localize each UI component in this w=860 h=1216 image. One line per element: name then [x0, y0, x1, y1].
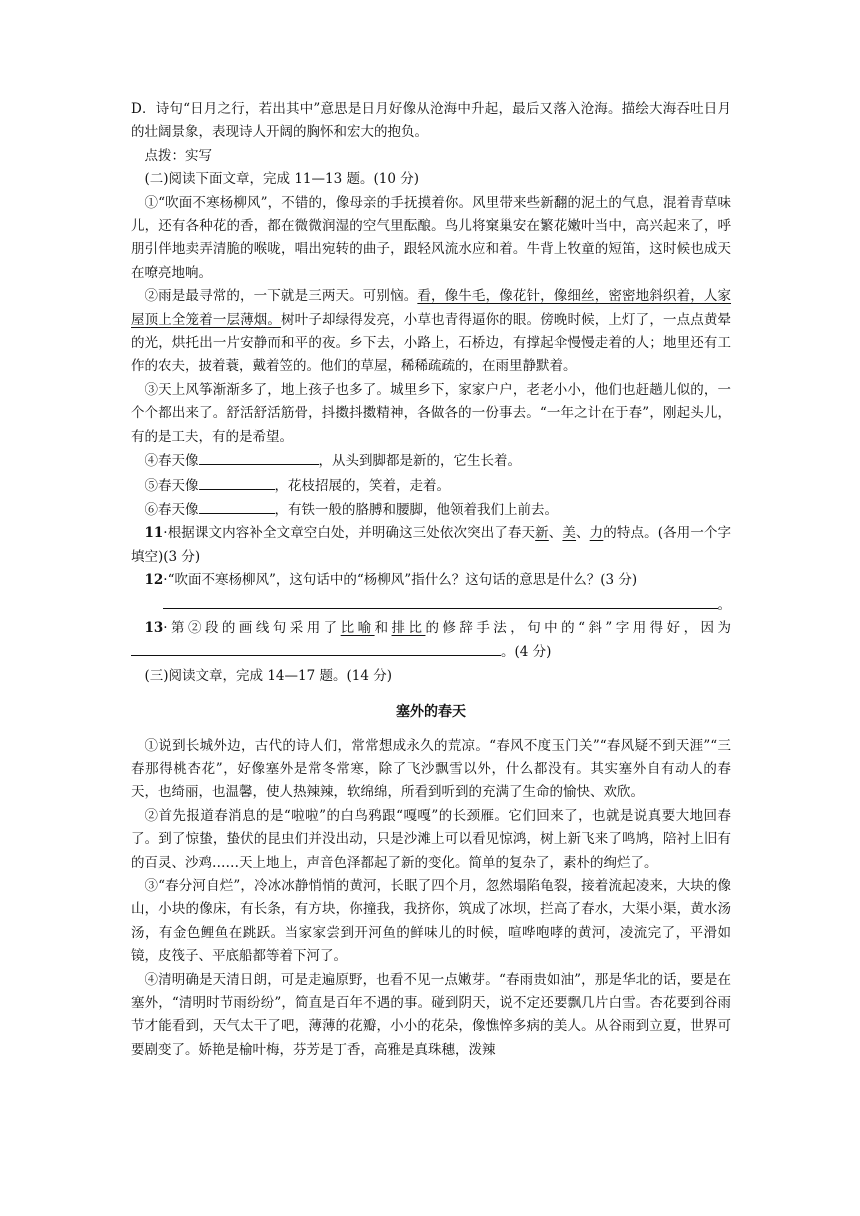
question-13-score: 。(4 分)	[501, 644, 552, 661]
fill-blank-3[interactable]	[199, 498, 275, 514]
question-11	[131, 522, 731, 569]
paragraph-3: ③天上风筝渐渐多了，地上孩子也多了。城里乡下，家家户户，老老小小，他们也赶趟儿似的，一个个都出来了。舒活舒活筋骨，抖擞抖擞精神，各做各的一份事去。“一年之计在于春”，刚起头儿，有的是工夫，有的是希望。	[131, 381, 731, 445]
fill-blank-2[interactable]	[199, 474, 275, 490]
answer-word-metaphor: 比喻	[340, 619, 375, 636]
separator: 、	[576, 525, 590, 542]
answer-blank-13[interactable]	[131, 640, 501, 656]
paragraph-6-rest: ，有铁一般的胳膊和腰脚，他领着我们上前去。	[274, 501, 558, 518]
paragraph-6	[131, 498, 731, 522]
article-paragraph-1: ①说到长城外边，古代的诗人们，常常想成永久的荒凉。“春风不度玉门关”“春风疑不到天涯”“三春那得桃杏花”，好像塞外是常冬常寒，除了飞沙飘雪以外，什么都没有。其实塞外自有动人的春天，也绮丽，也温馨，使人热辣辣，软绵绵，所看到听到的充满了生命的愉快、欢欣。	[131, 737, 731, 801]
article-paragraph-4: ④清明确是天清日朗，可是走遍原野，也看不见一点嫩芽。“春雨贵如油”，那是华北的话，要是在塞外，“清明时节雨纷纷”，简直是百年不遇的事。碰到阴天，说不定还要飘几片白雪。杏花要到谷雨节才能看到，天气太干了吧，薄薄的花瓣，小小的花朵，像憔悴多病的美人。从谷雨到立夏，世界可要剧变了。娇艳是榆叶梅，芬芳是丁香，高雅是真珠穗，泼辣	[131, 971, 731, 1058]
answer-word-new: 新	[535, 525, 549, 542]
paragraph-4-rest: ，从头到脚都是新的，它生长着。	[318, 453, 521, 470]
fill-blank-1[interactable]	[199, 449, 319, 465]
question-11-text: ·根据课文内容补全文章空白处，并明确这三处依次突出了春天	[163, 525, 536, 542]
question-12-text: ·“吹面不寒杨柳风”，这句话中的“杨柳风”指什么？这句话的意思是什么？(3 分)	[163, 572, 638, 589]
section-2-heading: (二)阅读下面文章，完成 11—13 题。(10 分)	[144, 171, 419, 188]
separator: 、	[548, 525, 563, 542]
article-title: 塞外的春天	[396, 704, 466, 721]
underlined-sentence: 看，像牛毛，像花针，像细丝，密密地斜织着，人家屋顶上全笼着一层薄烟。	[131, 288, 732, 328]
paragraph-5	[131, 474, 731, 498]
question-11-number: 11	[144, 525, 164, 542]
question-12-answer-line	[131, 593, 731, 617]
answer-blank-12[interactable]	[163, 593, 718, 609]
option-d-text: D．诗句“日月之行，若出其中”意思是日月好像从沧海中升起，最后又落入沧海。描绘大海吞吐日月的壮阔景象，表现诗人开阔的胸怀和宏大的抱负。	[131, 101, 731, 141]
question-12	[131, 569, 731, 592]
hint-text: 点拨：实写	[144, 147, 212, 164]
question-13-text: ·第②段的画线句采用了	[163, 619, 341, 636]
question-11-tail: 的特点。(各用一个字填空)(3 分)	[131, 525, 732, 565]
section-3-heading: (三)阅读文章，完成 14—17 题。(14 分)	[144, 667, 392, 684]
paragraph-6-lead: ⑥春天像	[144, 501, 199, 518]
question-13-tail: 的修辞手法，句中的“斜”字用得好，因为	[425, 619, 732, 636]
question-13	[131, 617, 731, 665]
question-12-end: 。	[717, 596, 731, 613]
question-13-number: 13	[144, 619, 164, 636]
paragraph-5-lead: ⑤春天像	[144, 477, 199, 494]
article-paragraph-3: ③“春分河自烂”，冷冰冰静悄悄的黄河，长眠了四个月，忽然塌陷龟裂，接着流起凌来，大块的像山，小块的像床，有长条，有方块，你撞我，我挤你，筑成了冰坝，拦高了春水，大渠小渠，黄水汤汤，有金色鲤鱼在跳跃。当家家尝到开河鱼的鲜味儿的时候，喧哗咆哮的黄河，凌流完了，平滑如镜，皮筏子、平底船都等着下河了。	[131, 878, 731, 965]
paragraph-2-rest: 树叶子却绿得发亮，小草也青得逼你的眼。傍晚时候，上灯了，一点点黄晕的光，烘托出一片安静而和平的夜。乡下去，小路上，石桥边，有撑起伞慢慢走着的人；地里还有工作的农夫，披着蓑，戴着笠的。他们的草屋，稀稀疏疏的，在雨里静默着。	[131, 311, 732, 375]
document-page	[131, 98, 731, 1062]
paragraph-4	[131, 449, 731, 473]
answer-word-strength: 力	[589, 525, 604, 542]
answer-word-beauty: 美	[562, 525, 577, 542]
conjunction: 和	[374, 619, 392, 636]
paragraph-2-lead: ②雨是最寻常的，一下就是三两天。可别恼。	[144, 288, 418, 305]
question-12-number: 12	[144, 572, 164, 589]
paragraph-5-rest: ，花枝招展的，笑着，走着。	[274, 477, 450, 494]
paragraph-1: ①“吹面不寒杨柳风”，不错的，像母亲的手抚摸着你。风里带来些新翻的泥土的气息，混着青草味儿，还有各种花的香，都在微微润湿的空气里酝酿。鸟儿将窠巢安在繁花嫩叶当中，高兴起来了，呼朋引伴地卖弄清脆的喉咙，唱出宛转的曲子，跟轻风流水应和着。牛背上牧童的短笛，这时候也成天在嘹亮地响。	[131, 194, 731, 281]
paragraph-2	[131, 285, 731, 379]
article-paragraph-2: ②首先报道春消息的是“啦啦”的白鸟鸦跟“嘎嘎”的长颈雁。它们回来了，也就是说真要大地回春了。到了惊蛰，蛰伏的昆虫们并没出动，只是沙滩上可以看见惊鸿，树上新飞来了鸣鸠，陪衬上旧有的百灵、沙鸡……天上地上，声音色泽都起了新的变化。简单的复杂了，素朴的绚烂了。	[131, 807, 731, 871]
answer-word-parallelism: 排比	[391, 619, 426, 636]
paragraph-4-lead: ④春天像	[144, 453, 199, 470]
